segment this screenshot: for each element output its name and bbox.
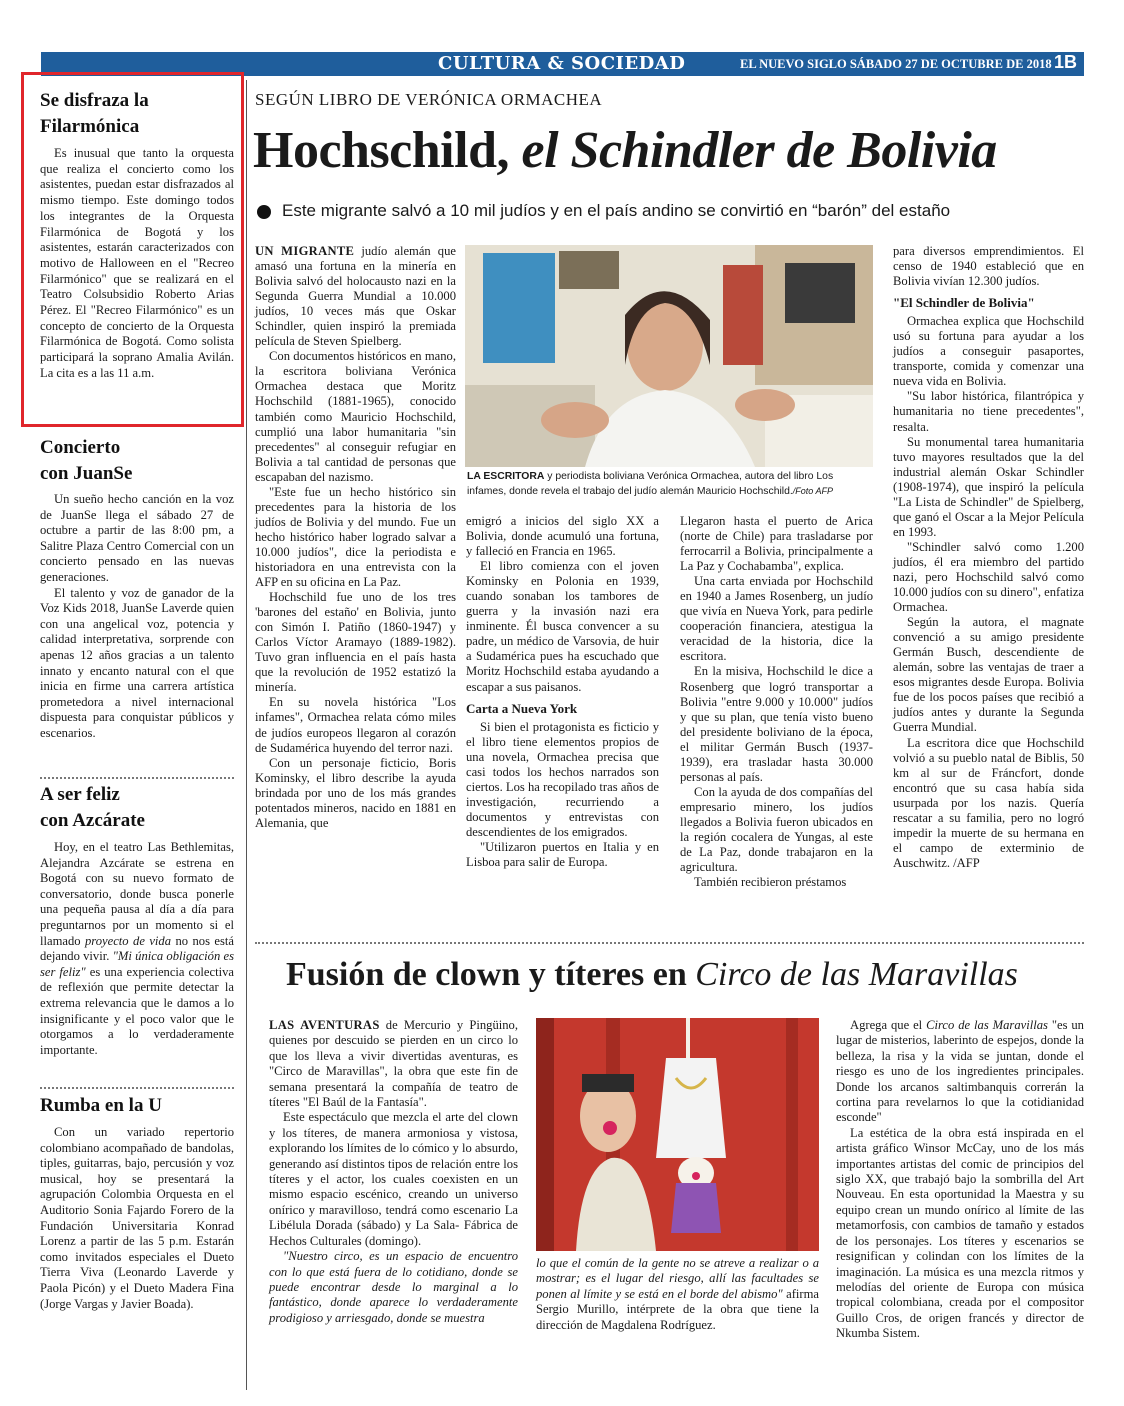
- paragraph: Llegaron hasta el puerto de Arica (norte de Chile) para trasladarse por ferrocarril a Bolivia, principalmente a La Paz y Cochabamba", explica.: [680, 514, 873, 574]
- paragraph: para diversos emprendimientos. El censo de 1940 estableció que en Bolivia vivían 12.300 judíos.: [893, 244, 1084, 289]
- subheading: Carta a Nueva York: [466, 700, 578, 716]
- sidebar-item-title: Rumba en la U: [40, 1095, 162, 1116]
- attribution: afirma Sergio Murillo, intérprete de la obra que tiene la dirección de Magdalena Rodríguez.: [536, 1286, 819, 1332]
- paragraph: "Este fue un hecho histórico sin precedentes para la historia de los judíos de Bolivia y del mundo. Fue un hecho histórico haber logrado salvar a 10.000 judíos", dice la periodista e historiadora en una entrevista con la AFP en su oficina en La Paz.: [255, 484, 456, 590]
- paragraph: Su monumental tarea humanitaria tuvo mayores resultados que la del industrial alemán Oskar Schindler (1908-1974), que inspiró la película "La Lista de Schindler" de Spielberg, que ganó el Oscar a la Mejor Película en 1993.: [893, 434, 1084, 539]
- deck-bullet: [257, 205, 271, 219]
- sidebar-title-line: Filarmónica: [40, 116, 140, 137]
- paragraph: "Utilizaron puertos en Italia y en Lisboa para salir de Europa.: [466, 839, 659, 870]
- paragraph: [255, 244, 456, 349]
- article-column: [836, 1018, 1084, 1342]
- sidebar-title-line: con JuanSe: [40, 463, 133, 484]
- paragraph: [536, 1256, 819, 1333]
- paragraph: Un sueño hecho canción en la voz de JuanSe llega el sábado 27 de octubre a partir de las 8:00 pm, a Salitre Plaza Centro Comercial con un concierto pensado en las nuevas generaciones.: [40, 492, 234, 584]
- paper-date: EL NUEVO SIGLO SÁBADO 27 DE OCTUBRE DE 2018: [740, 57, 1052, 71]
- sidebar-title-line: A ser feliz: [40, 784, 120, 805]
- text-run-italic: Circo de las Maravillas: [926, 1018, 1048, 1032]
- paragraph: En su novela histórica "Los infames", Ormachea relata cómo miles de judíos europeos llegaron al corazón de Sudamérica huyendo del terror nazi.: [255, 695, 456, 755]
- sidebar-title-line: Se disfraza la: [40, 90, 149, 111]
- sidebar-item-body: [40, 492, 234, 742]
- paragraph: "Schindler salvó como 1.200 judíos, él era miembro del partido nazi, pero Hochschild salvó como 10.000 judíos con su dinero", enfatiza Ormachea.: [893, 539, 1084, 615]
- caption-lead: LA ESCRITORA: [467, 471, 545, 482]
- sidebar-item-title: [40, 435, 230, 487]
- photo-author: [465, 245, 873, 467]
- article-credit: /AFP: [950, 855, 980, 870]
- paragraph: En la misiva, Hochschild le dice a Rosenberg que logró transportar a Bolivia "entre 9.000 y 10.000" judíos y que su plan, que tenía visto bueno del presidente boliviano de la época, el militar Germán Busch (1937-1939), era trasladar hasta 30.000 personas al país.: [680, 664, 873, 784]
- text-run: no nos está dejando vivir.: [40, 933, 234, 964]
- text-run: "es un lugar de misterios, laberinto de espejos, donde la belleza, la risa y la vida se juntan, donde el riesgo es uno de los ingredientes principales. Donde los arcanos saltimbanquis correrán la cortina para revelarnos lo que la cotidianidad esconde": [836, 1018, 1084, 1125]
- kicker: SEGÚN LIBRO DE VERÓNICA ORMACHEA: [255, 90, 603, 109]
- text-run: de Mercurio y Pingüino, quienes por descuido se pierden en un circo lo que los lleva a vivir divertidas aventuras, es "Circo de Maravillas", la obra que este fin de semana presentará la compañía de teatro de títeres "El Baúl de la Fantasía".: [269, 1018, 518, 1110]
- article-column: [466, 514, 659, 870]
- paragraph: Una carta enviada por Hochschild en 1940 a James Rosenberg, un judío que vivía en Nueva York, para pedirle cooperación financiera, atestigua la veracidad de la historia, dice la escritora.: [680, 574, 873, 664]
- story-divider: [255, 942, 1084, 944]
- paragraph: Con la ayuda de dos compañías del empresario minero, los judíos llegados a Bolivia fueron ubicados en la región cocalera de Yungas, al este de La Paz, donde trabajaron en la agricultura.: [680, 784, 873, 875]
- quote: lo que el común de la gente no se atreve a realizar o a mostrar; es el lugar del riesgo, allí las facultades se ponen al límite y se está en el borde del abismo": [536, 1256, 819, 1301]
- text-run: La escritora dice que Hochschild volvió a su pueblo natal de Biblis, 50 km al sur de Fráncfort, donde encontró que su casa había sida usurpada por los nazis. Quería rescatar a su familia, pero no logró impedir la muerte de su hermana en el campo de exterminio de Auschwitz.: [893, 735, 1084, 870]
- paragraph: Este espectáculo que mezcla el arte del clown y los títeres, de manera armoniosa y vistosa, explorando los límites de lo cómico y lo absurdo, generando así distintos tipos de relación entre los títeres y el actor, los cuales coexisten en un mismo espacio escénico, creando un universo onírico y maravilloso, tendrá como escenario La Libélula Dorada (sábado) y La Sala- Fábrica de Hechos Culturales (domingo).: [269, 1110, 518, 1248]
- headline-part-italic: el Schindler de Bolivia: [521, 122, 997, 179]
- sidebar-item-title: [40, 88, 230, 140]
- page-number: 1B: [1054, 52, 1078, 72]
- text-run-italic: "Mi única obligación es ser feliz": [40, 949, 235, 979]
- paragraph: Según la autora, el magnate convenció a su amigo presidente Germán Busch, descendiente de alemán, sobre las ventajas de traer a esos migrantes desde Europa. Bolivia fue de los pocos países que recibió a judíos antes y durante la Segunda Guerra Mundial.: [893, 615, 1084, 735]
- text-run: es una experiencia colectiva de reflexión que permite detectar la extrema relevancia que le damos a lo insignificante y el poco valor que le otorgamos a lo verdaderamente importante.: [40, 964, 234, 1057]
- text-run: judío alemán que amasó una fortuna en la minería en Bolivia salvó del holocausto nazi en la Segunda Guerra Mundial a 10.000 judíos, 10 veces más que Oskar Schindler, quien inspiró la premiada película de Steven Spielberg.: [255, 244, 456, 349]
- headline-second: [286, 950, 1076, 1000]
- paragraph: [893, 736, 1084, 871]
- headline-part-italic: Circo de las Maravillas: [695, 956, 1018, 993]
- sidebar-title-line: con Azcárate: [40, 810, 145, 831]
- deck: Este migrante salvó a 10 mil judíos y en el país andino se convirtió en “barón” del estaño: [282, 201, 951, 220]
- paragraph: También recibieron préstamos: [694, 875, 847, 890]
- paragraph: Con un variado repertorio colombiano acompañado de bandolas, tiples, guitarras, bajo, percusión y voz musical, hoy se presentará la agrupación Colombia Orquesta en el Auditorio Sonia Fajardo Forero de la Fundación Universitaria Konrad Lorenz a partir de las 5 p.m. Estarán como invitados especiales el Dueto Tierra Viva (Leonardo Laverde y Paola Picón) y el Dueto Madera Fina (Jorge Vargas y Javier Boada).: [40, 1125, 234, 1311]
- paragraph: Con un personaje ficticio, Boris Kominsky, el libro describe la ayuda brindada por uno de los más grandes potentados mineros, nacido en 1881 en Alemania, que: [255, 755, 456, 830]
- photo-credit: /Foto AFP: [792, 486, 833, 496]
- photo-clown: [536, 1018, 819, 1251]
- section-name: CULTURA & SOCIEDAD: [438, 53, 686, 74]
- paragraph: Si bien el protagonista es ficticio y el libro tiene elementos propios de una novela, Ormachea precisa que casi todos los hechos narrados son ciertos. Los ha recopilado tras años de investigación, recurriendo a documentos y entrevistas con descendientes de los emigrados.: [466, 719, 659, 839]
- photo-caption: [467, 470, 871, 499]
- lead-in: UN MIGRANTE: [255, 244, 355, 258]
- text-run: Hoy, en el teatro Las Bethlemitas, Alejandra Azcárate se estrena en Bogotá con su nuevo formato de conversatorio, donde busca ponerle una pequeña pausa al día a día para preguntarnos por un momento si el llamado: [40, 840, 234, 948]
- photo-illustration: [465, 245, 873, 467]
- article-column: [255, 244, 456, 831]
- paragraph: "Su labor histórica, filantrópica y humanitaria no tiene precedentes", resalta.: [893, 389, 1084, 434]
- text-run-italic: proyecto de vida: [85, 933, 172, 948]
- headline-part: Hochschild,: [253, 122, 522, 179]
- sidebar-item-body: [40, 1125, 234, 1312]
- lead-in: LAS AVENTURAS: [269, 1018, 380, 1032]
- paragraph: [836, 1018, 1084, 1126]
- article-column: [269, 1018, 518, 1326]
- paragraph: Con documentos históricos en mano, la escritora boliviana Verónica Ormachea destaca que Moritz Hochschild (1881-1965), conocido también como Mauricio Hochschild, cumplió una labor humanitaria "sin precedentes" al conseguir refugiar en Bolivia a tal cantidad de personas que escapaban del nazismo.: [255, 349, 456, 484]
- article-column: [680, 514, 873, 890]
- photo-illustration: [536, 1018, 819, 1251]
- divider: [40, 777, 234, 779]
- paragraph: emigró a inicios del siglo XX a Bolivia, donde acumuló una fortuna, y falleció en Francia en 1965.: [466, 514, 659, 559]
- paragraph: El talento y voz de ganador de la Voz Kids 2018, JuanSe Laverde quien con una angelical voz, potencia y calidad interpretativa, sorprende con apenas 12 años gracias a un talento innato y encanto natural con el que inicia en firme una carrera artística prometedora a nivel internacional dispuesta para conquistar públicos y escenarios.: [40, 585, 234, 740]
- sidebar-item-body: [40, 840, 234, 1058]
- paragraph: Hochschild fue uno de los tres 'barones del estaño' en Bolivia, junto con Simón I. Patiño (1860-1947) y Carlos Víctor Aramayo (1889-1982). Tuvo gran influencia en el país hasta que la revolución de 1952 estatizó la minería.: [255, 590, 456, 695]
- caption-text: y periodista boliviana Verónica Ormachea, autora del libro Los infames, donde revela el trabajo del judío alemán Mauricio Hochschild.: [467, 471, 834, 497]
- article-column: [893, 244, 1084, 871]
- headline: [253, 118, 1083, 184]
- sidebar-title-line: Concierto: [40, 437, 121, 458]
- paragraph: [269, 1018, 518, 1110]
- paragraph: "Nuestro circo, es un espacio de encuentro con lo que está fuera de lo cotidiano, donde se puede encontrar desde lo marginal a lo fantástico, donde aparece lo verdaderamente prodigioso y arriesgado, donde se muestra: [269, 1249, 518, 1325]
- sidebar-item-title: [40, 782, 230, 834]
- column-divider: [246, 80, 247, 1390]
- article-column: [536, 1256, 819, 1333]
- sidebar-item-body: [40, 146, 234, 382]
- paragraph: El libro comienza con el joven Kominsky en Polonia en 1939, cuando sonaban los tambores de guerra y la invasión nazi era inminente. Él busca convencer a su padre, un médico de Varsovia, de huir a Sudamérica pues ha escuchado que Moritz Hochschild estaba ayudando a escapar a sus paisanos.: [466, 559, 659, 694]
- paragraph: Es inusual que tanto la orquesta que realiza el concierto como los asistentes, puedan estar disfrazados al mismo tiempo. Este domingo todos los integrantes de la Orquesta Filarmónica de Bogotá y los asistentes, estarán caracterizados con motivo de Halloween en el "Recreo Filarmónico" que se realizará en el Teatro Colsubsidio Roberto Arias Pérez. El "Recreo Filarmónico" es un concepto de concierto de la Orquesta Filarmónica de Bogotá. Como solista participará la soprano Amalia Avilán. La cita es a las 11 a.m.: [40, 146, 234, 380]
- text-run: Agrega que el: [850, 1018, 927, 1032]
- paragraph: [40, 840, 234, 1058]
- headline-part: Fusión de clown y títeres en: [286, 956, 696, 993]
- paragraph: Ormachea explica que Hochschild usó su fortuna para ayudar a los judíos a conseguir pasaportes, transporte, comida y comenzar una nueva vida en Bolivia.: [893, 314, 1084, 389]
- divider: [40, 1087, 234, 1089]
- subheading: "El Schindler de Bolivia": [893, 295, 1035, 311]
- paragraph: La estética de la obra está inspirada en el artista gráfico Winsor McCay, uno de los más importantes artistas del comic de principios del siglo XX, que trabajó bajo la sombrilla del Art Nouveau. En esta oportunidad la Maestra y su equipo crean un mundo onírico al límite de las metamorfosis, con cambios de tamaño y estados de los personajes. Los títeres y escenarios se resignifican y colindan con los límites de la imaginación. La música es una mezcla ritmos y melodías del oriente de Europa con música tropical colombiana, creada por el compositor Guillo Cros, de origen francés y director de Nkumba Sistem.: [836, 1125, 1084, 1341]
